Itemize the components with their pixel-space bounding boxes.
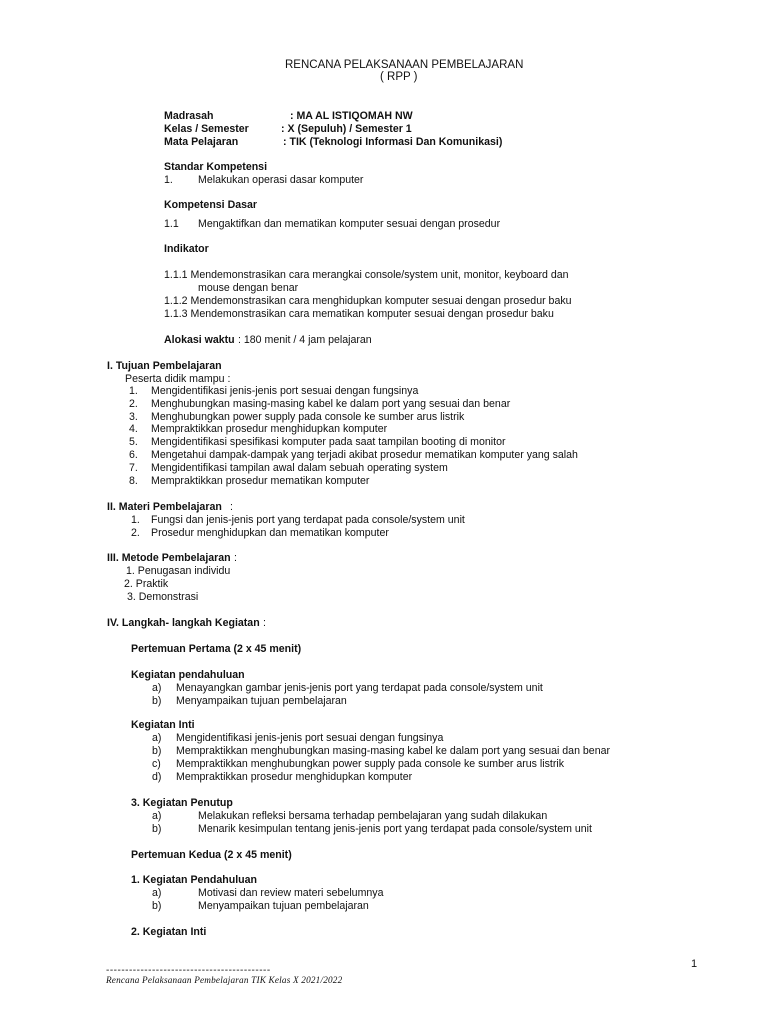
indikator-heading: Indikator bbox=[164, 243, 209, 255]
list-item: Motivasi dan review materi sebelumnya bbox=[198, 887, 384, 899]
tujuan-heading: I. Tujuan Pembelajaran bbox=[107, 360, 222, 372]
pertemuan-pertama-heading: Pertemuan Pertama (2 x 45 menit) bbox=[131, 643, 302, 655]
list-item: Mempraktikkan prosedur menghidupkan komputer bbox=[176, 771, 413, 783]
kelas-value: : X (Sepuluh) / Semester 1 bbox=[281, 123, 412, 135]
kompetensi-text: Mengaktifkan dan mematikan komputer sesuai dengan prosedur bbox=[198, 218, 501, 230]
list-item: Fungsi dan jenis-jenis port yang terdapat pada console/system unit bbox=[151, 514, 465, 526]
indikator-item-3: 1.1.3 Mendemonstrasikan cara mematikan komputer sesuai dengan prosedur baku bbox=[164, 308, 554, 320]
kompetensi-num: 1.1 bbox=[164, 218, 179, 230]
list-item-number: a) bbox=[152, 732, 162, 744]
langkah-colon: : bbox=[263, 617, 266, 629]
list-item-number: 6. bbox=[129, 449, 138, 461]
indikator-item-1: 1.1.1 Mendemonstrasikan cara merangkai console/system unit, monitor, keyboard dan bbox=[164, 269, 569, 281]
footer-separator: ------------------------------------------- bbox=[106, 965, 271, 976]
list-item-number: d) bbox=[152, 771, 162, 783]
list-item: Mengidentifikasi jenis-jenis port sesuai dengan fungsinya bbox=[151, 385, 419, 397]
p2-inti-heading: 2. Kegiatan Inti bbox=[131, 926, 207, 938]
list-item: Menayangkan gambar jenis-jenis port yang terdapat pada console/system unit bbox=[176, 682, 543, 694]
list-item-number: 1. bbox=[129, 385, 138, 397]
document-subtitle: ( RPP ) bbox=[380, 71, 418, 83]
list-item: Mempraktikkan menghubungkan power supply pada console ke sumber arus listrik bbox=[176, 758, 565, 770]
kompetensi-heading: Kompetensi Dasar bbox=[164, 199, 258, 211]
list-item: Mengidentifikasi tampilan awal dalam sebuah operating system bbox=[151, 462, 448, 474]
alokasi-label: Alokasi waktu bbox=[164, 334, 235, 346]
madrasah-label: Madrasah bbox=[164, 110, 214, 122]
list-item: Mengidentifikasi spesifikasi komputer pada saat tampilan booting di monitor bbox=[151, 436, 506, 448]
indikator-item-1-cont: mouse dengan benar bbox=[198, 282, 299, 294]
list-item-number: 2. bbox=[129, 398, 138, 410]
list-item: Mengidentifikasi jenis-jenis port sesuai dengan fungsinya bbox=[176, 732, 444, 744]
list-item: Mempraktikkan menghubungkan masing-masing kabel ke dalam port yang sesuai dan benar bbox=[176, 745, 611, 757]
list-item-number: a) bbox=[152, 887, 162, 899]
standar-text: Melakukan operasi dasar komputer bbox=[198, 174, 364, 186]
list-item: Menyampaikan tujuan pembelajaran bbox=[176, 695, 347, 707]
list-item-number: b) bbox=[152, 823, 162, 835]
list-item-number: a) bbox=[152, 682, 162, 694]
list-item: 3. Demonstrasi bbox=[127, 591, 199, 603]
list-item: Mempraktikkan prosedur menghidupkan komputer bbox=[151, 423, 388, 435]
metode-colon: : bbox=[234, 552, 237, 564]
standar-num: 1. bbox=[164, 174, 173, 186]
kegiatan-pendahuluan-heading: Kegiatan pendahuluan bbox=[131, 669, 245, 681]
list-item-number: 4. bbox=[129, 423, 138, 435]
mapel-label: Mata Pelajaran bbox=[164, 136, 239, 148]
list-item: 2. Praktik bbox=[124, 578, 169, 590]
list-item: Menarik kesimpulan tentang jenis-jenis port yang terdapat pada console/system unit bbox=[198, 823, 592, 835]
list-item: 1. Penugasan individu bbox=[126, 565, 231, 577]
langkah-heading: IV. Langkah- langkah Kegiatan bbox=[107, 617, 260, 629]
standar-heading: Standar Kompetensi bbox=[164, 161, 268, 173]
p2-pendahuluan-heading: 1. Kegiatan Pendahuluan bbox=[131, 874, 257, 886]
metode-heading: III. Metode Pembelajaran bbox=[107, 552, 231, 564]
materi-heading: II. Materi Pembelajaran bbox=[107, 501, 222, 513]
pertemuan-kedua-heading: Pertemuan Kedua (2 x 45 menit) bbox=[131, 849, 292, 861]
alokasi-value: : 180 menit / 4 jam pelajaran bbox=[238, 334, 372, 346]
list-item-number: b) bbox=[152, 900, 162, 912]
list-item: Melakukan refleksi bersama terhadap pembelajaran yang sudah dilakukan bbox=[198, 810, 548, 822]
list-item: Menghubungkan power supply pada console ke sumber arus listrik bbox=[151, 411, 465, 423]
kegiatan-inti-heading: Kegiatan Inti bbox=[131, 719, 195, 731]
list-item-number: 2. bbox=[131, 527, 140, 539]
list-item-number: 5. bbox=[129, 436, 138, 448]
footer-text: Rencana Pelaksanaan Pembelajaran TIK Kelas X 2021/2022 bbox=[106, 975, 343, 985]
list-item-number: c) bbox=[152, 758, 161, 770]
list-item-number: 1. bbox=[131, 514, 140, 526]
kelas-label: Kelas / Semester bbox=[164, 123, 249, 135]
list-item-number: 7. bbox=[129, 462, 138, 474]
list-item-number: a) bbox=[152, 810, 162, 822]
list-item: Mengetahui dampak-dampak yang terjadi akibat prosedur mematikan komputer yang salah bbox=[151, 449, 578, 461]
mapel-value: : TIK (Teknologi Informasi Dan Komunikasi) bbox=[283, 136, 503, 148]
list-item-number: 8. bbox=[129, 475, 138, 487]
madrasah-value: : MA AL ISTIQOMAH NW bbox=[290, 110, 413, 122]
materi-colon: : bbox=[230, 501, 233, 513]
page-number: 1 bbox=[691, 958, 698, 970]
list-item: Menghubungkan masing-masing kabel ke dalam port yang sesuai dan benar bbox=[151, 398, 511, 410]
list-item-number: 3. bbox=[129, 411, 138, 423]
list-item: Prosedur menghidupkan dan mematikan komputer bbox=[151, 527, 389, 539]
indikator-item-2: 1.1.2 Mendemonstrasikan cara menghidupkan komputer sesuai dengan prosedur baku bbox=[164, 295, 572, 307]
kegiatan-penutup-heading: 3. Kegiatan Penutup bbox=[131, 797, 233, 809]
list-item: Menyampaikan tujuan pembelajaran bbox=[198, 900, 369, 912]
document-title: RENCANA PELAKSANAAN PEMBELAJARAN bbox=[285, 59, 524, 71]
list-item: Mempraktikkan prosedur mematikan komputer bbox=[151, 475, 370, 487]
tujuan-intro: Peserta didik mampu : bbox=[125, 373, 231, 385]
list-item-number: b) bbox=[152, 695, 162, 707]
list-item-number: b) bbox=[152, 745, 162, 757]
